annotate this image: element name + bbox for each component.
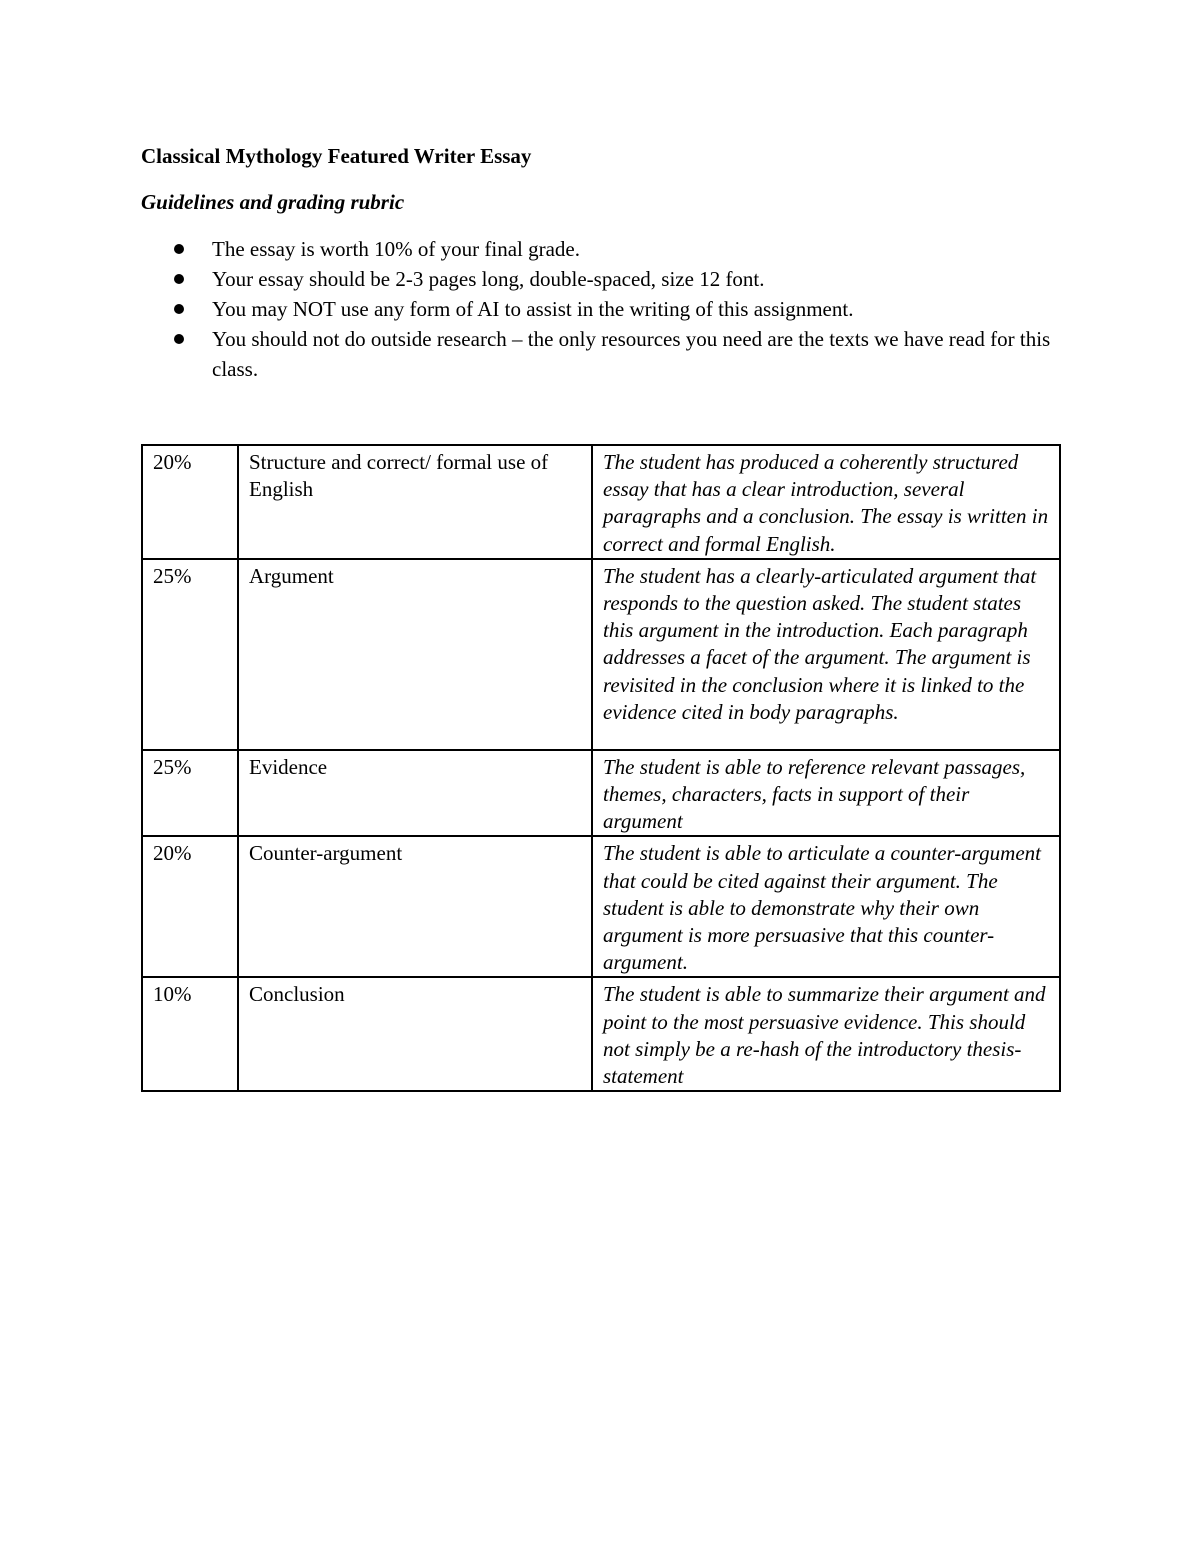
table-row <box>142 445 1060 559</box>
rubric-weight: 20% <box>142 836 238 977</box>
guideline-text: Your essay should be 2-3 pages long, double-spaced, size 12 font. <box>212 267 765 291</box>
rubric-criterion: Argument <box>238 559 592 750</box>
table-row <box>142 559 1060 750</box>
rubric-criterion: Structure and correct/ formal use of English <box>238 445 592 559</box>
guidelines-list <box>141 234 1071 384</box>
rubric-criterion: Evidence <box>238 750 592 837</box>
table-row <box>142 977 1060 1091</box>
rubric-weight: 25% <box>142 559 238 750</box>
document-subtitle: Guidelines and grading rubric <box>141 190 405 214</box>
rubric-description: The student has produced a coherently structured essay that has a clear introduction, several paragraphs and a conclusion. The essay is written in correct and formal English. <box>592 445 1060 559</box>
guideline-item <box>141 234 1071 264</box>
bullet-icon <box>174 304 184 314</box>
rubric-weight: 10% <box>142 977 238 1091</box>
guideline-item <box>141 294 1071 324</box>
bullet-icon <box>174 334 184 344</box>
rubric-criterion: Counter-argument <box>238 836 592 977</box>
document-title: Classical Mythology Featured Writer Essay <box>141 144 532 168</box>
bullet-icon <box>174 274 184 284</box>
guideline-text: You may NOT use any form of AI to assist in the writing of this assignment. <box>212 297 854 321</box>
guideline-item <box>141 264 1071 294</box>
guideline-text: The essay is worth 10% of your final grade. <box>212 237 580 261</box>
guideline-item <box>141 324 1071 384</box>
table-row <box>142 836 1060 977</box>
rubric-description: The student is able to reference relevant passages, themes, characters, facts in support of their argument <box>592 750 1060 837</box>
grading-rubric-table <box>141 444 1061 1092</box>
rubric-description: The student has a clearly-articulated argument that responds to the question asked. The student states this argument in the introduction. Each paragraph addresses a facet of the argument. The argument is revisited in the conclusion where it is linked to the evidence cited in body paragraphs. <box>592 559 1060 750</box>
rubric-weight: 20% <box>142 445 238 559</box>
rubric-criterion: Conclusion <box>238 977 592 1091</box>
rubric-description: The student is able to articulate a counter-argument that could be cited against their argument. The student is able to demonstrate why their own argument is more persuasive that this counter-argument. <box>592 836 1060 977</box>
rubric-weight: 25% <box>142 750 238 837</box>
guideline-text: You should not do outside research – the only resources you need are the texts we have read for this class. <box>212 327 1051 381</box>
bullet-icon <box>174 244 184 254</box>
rubric-description: The student is able to summarize their argument and point to the most persuasive evidence. This should not simply be a re-hash of the introductory thesis-statement <box>592 977 1060 1091</box>
table-row <box>142 750 1060 837</box>
